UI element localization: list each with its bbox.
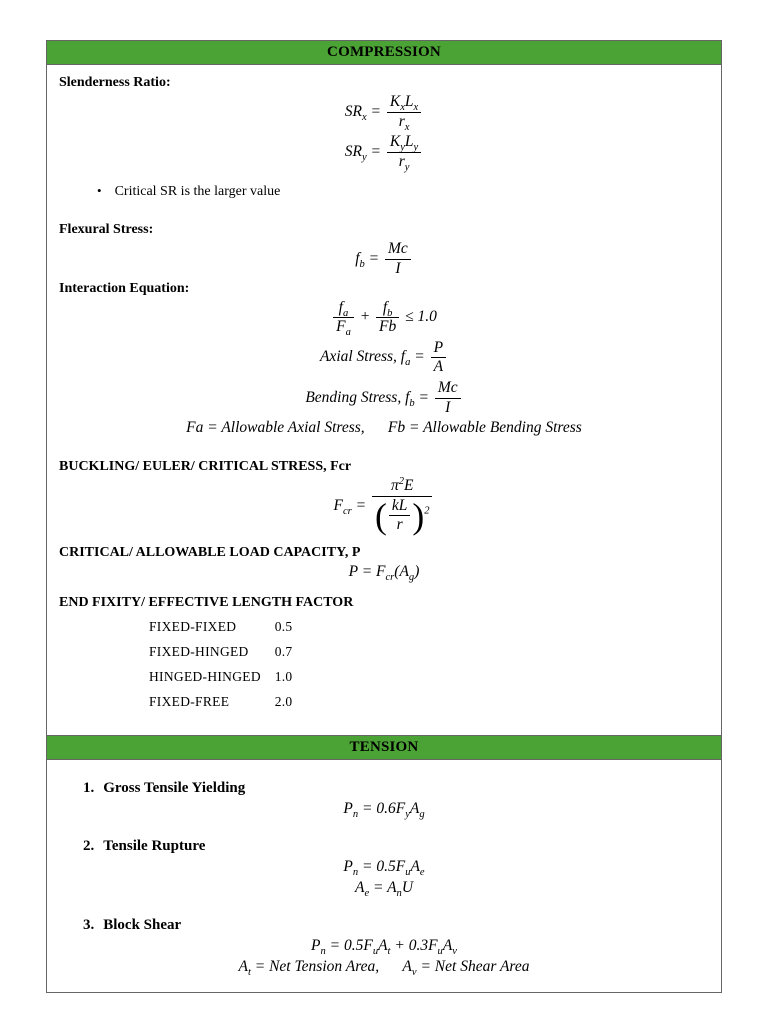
fixity-condition-cell: FIXED-FREE	[149, 693, 230, 709]
tension-item-gross-yielding	[59, 780, 709, 818]
item-title: Tensile Rupture	[103, 837, 206, 854]
formula-line-effective-area	[59, 879, 709, 897]
formula-axial-stress: Axial Stress, $f_a$ = $\frac{P}{A}$	[320, 348, 448, 365]
bullet-item	[97, 183, 709, 200]
tension-section-body	[47, 760, 721, 992]
formula-interaction: $\frac{f_a}{F_a}$ + $\frac{f_b}{Fb}$ ≤ 1.0	[331, 308, 437, 325]
compression-section-body	[47, 65, 721, 735]
formula-line-fcr	[59, 477, 709, 535]
flexural-stress-label: Flexural Stress:	[59, 222, 154, 238]
formula-line-axial	[59, 339, 709, 377]
table-row	[149, 669, 709, 685]
compression-section-header	[47, 41, 721, 65]
fixity-k-cell: 2.0	[274, 693, 293, 709]
formula-critical-stress: $F_{cr}$ = $\pi^2E$ ( $\frac{kL}{r}$ )$^2$	[334, 497, 435, 514]
formula-tensile-rupture: $P_n = 0.5F_uA_e$	[343, 857, 425, 878]
block-shear-note: $A_t$ = Net Tension Area, $A_v$ = Net Shear Area	[238, 957, 530, 978]
fixity-condition-cell: HINGED-HINGED	[149, 668, 261, 684]
formula-line-bending	[59, 379, 709, 417]
formula-line-sr-x	[59, 93, 709, 131]
formula-sheet-table	[46, 40, 722, 993]
fixity-condition-cell: FIXED-FIXED	[149, 618, 237, 634]
fixity-k-cell: 1.0	[274, 668, 293, 684]
item-number: 2.	[83, 837, 95, 854]
formula-line-p	[59, 563, 709, 581]
formula-line-tensile-rupture	[59, 858, 709, 876]
formula-line-gross-yielding	[59, 800, 709, 818]
formula-line-sr-y	[59, 133, 709, 171]
formula-bending-stress: Bending Stress, $f_b$ = $\frac{Mc}{I}$	[305, 389, 462, 406]
formula-line-allowable-note	[59, 419, 709, 437]
tension-title: TENSION	[349, 738, 419, 755]
formula-load-capacity: $P = F_{cr}(A_g)$	[348, 562, 420, 583]
formula-sr-y: $SR_y$ = $\frac{K_yL_y}{r_y}$	[345, 143, 423, 160]
formula-effective-area: $A_e = A_nU$	[354, 878, 414, 899]
tension-item-block-shear	[59, 917, 709, 976]
formula-flexural-stress: $f_b$ = $\frac{Mc}{I}$	[355, 250, 413, 267]
formula-line-interaction	[59, 299, 709, 337]
table-row	[149, 644, 709, 660]
allowable-stress-note: Fa = Allowable Axial Stress, Fb = Allowable Bending Stress	[186, 419, 582, 437]
item-heading	[59, 917, 709, 934]
bullet-icon: •	[97, 183, 102, 199]
fixity-k-cell: 0.7	[274, 643, 293, 659]
formula-gross-yielding: $P_n = 0.6F_yA_g$	[343, 799, 425, 820]
table-row	[149, 694, 709, 710]
fixity-condition-cell: FIXED-HINGED	[149, 643, 249, 659]
formula-line-flexural	[59, 240, 709, 278]
end-fixity-table	[149, 619, 709, 710]
formula-block-shear: $P_n = 0.5F_uA_t + 0.3F_uA_v$	[311, 936, 457, 957]
bullet-text: Critical SR is the larger value	[114, 184, 281, 200]
formula-sr-x: $SR_x$ = $\frac{K_xL_x}{r_x}$	[345, 103, 423, 120]
item-number: 3.	[83, 916, 95, 933]
item-title: Block Shear	[103, 916, 182, 933]
item-title: Gross Tensile Yielding	[103, 779, 246, 796]
tension-section-header	[47, 735, 721, 760]
formula-line-block-shear	[59, 937, 709, 955]
load-capacity-label: CRITICAL/ ALLOWABLE LOAD CAPACITY, P	[59, 544, 361, 560]
formula-line-block-shear-note	[59, 958, 709, 976]
table-row	[149, 619, 709, 635]
buckling-stress-label: BUCKLING/ EULER/ CRITICAL STRESS, Fcr	[59, 459, 352, 475]
item-heading	[59, 780, 709, 797]
slenderness-ratio-label: Slenderness Ratio:	[59, 75, 171, 90]
end-fixity-label: END FIXITY/ EFFECTIVE LENGTH FACTOR	[59, 594, 354, 610]
tension-item-tensile-rupture	[59, 838, 709, 897]
document-page	[0, 40, 768, 1034]
item-heading	[59, 838, 709, 855]
fixity-k-cell: 0.5	[274, 618, 293, 634]
item-number: 1.	[83, 779, 95, 796]
interaction-equation-label: Interaction Equation:	[59, 280, 190, 296]
compression-title: COMPRESSION	[327, 44, 441, 60]
